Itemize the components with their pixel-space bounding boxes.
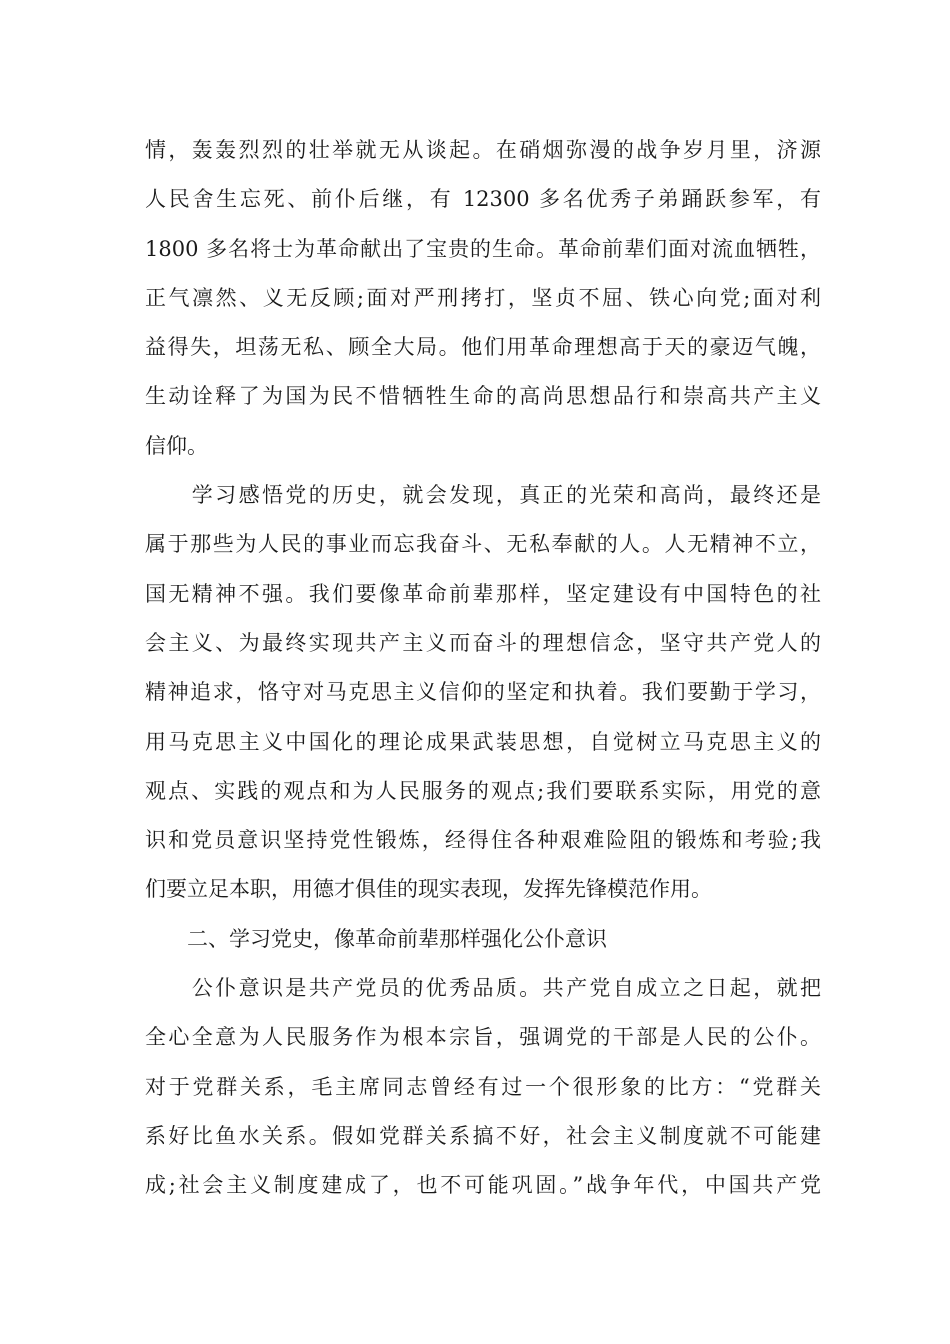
text-line: 信仰。	[145, 433, 208, 458]
text-line: 生动诠释了为国为民不惜牺牲生命的高尚思想品行和崇高共产主义	[145, 384, 821, 409]
text-line: 识和党员意识坚持党性锻炼，经得住各种艰难险阻的锻炼和考验;我	[145, 828, 821, 853]
text-line: 们要立足本职，用德才俱佳的现实表现，发挥先锋模范作用。	[145, 877, 712, 902]
text-line: 系好比鱼水关系。假如党群关系搞不好，社会主义制度就不可能建	[145, 1123, 821, 1148]
text-line: 对于党群关系，毛主席同志曾经有过一个很形象的比方：“党群关	[145, 1074, 821, 1099]
text-line: 观点、实践的观点和为人民服务的观点;我们要联系实际，用党的意	[145, 778, 821, 803]
text-line: 人民舍生忘死、前仆后继，有 12300 多名优秀子弟踊跃参军，有	[145, 187, 821, 212]
paragraph-start-line: 学习感悟党的历史，就会发现，真正的光荣和高尚，最终还是	[145, 483, 821, 508]
text-line: 用马克思主义中国化的理论成果武装思想，自觉树立马克思主义的	[145, 729, 821, 754]
text-line: 正气凛然、义无反顾;面对严刑拷打，坚贞不屈、铁心向党;面对利	[145, 285, 821, 310]
document-body	[145, 126, 821, 1211]
text-line: 会主义、为最终实现共产主义而奋斗的理想信念，坚守共产党人的	[145, 630, 821, 655]
paragraph-start-line: 公仆意识是共产党员的优秀品质。共产党自成立之日起，就把	[145, 976, 821, 1001]
text-line: 国无精神不强。我们要像革命前辈那样，坚定建设有中国特色的社	[145, 581, 821, 606]
text-line: 益得失，坦荡无私、顾全大局。他们用革命理想高于天的豪迈气魄，	[145, 335, 821, 360]
text-line: 精神追求，恪守对马克思主义信仰的坚定和执着。我们要勤于学习，	[145, 680, 821, 705]
text-line: 全心全意为人民服务作为根本宗旨，强调党的干部是人民的公仆。	[145, 1025, 821, 1050]
text-line: 1800 多名将士为革命献出了宝贵的生命。革命前辈们面对流血牺牲，	[145, 236, 821, 261]
section-heading: 二、学习党史，像革命前辈那样强化公仆意识	[145, 926, 607, 951]
text-line: 成;社会主义制度建成了，也不可能巩固。”战争年代，中国共产党	[145, 1173, 821, 1198]
text-line: 情，轰轰烈烈的壮举就无从谈起。在硝烟弥漫的战争岁月里，济源	[145, 138, 821, 162]
text-line: 属于那些为人民的事业而忘我奋斗、无私奉献的人。人无精神不立，	[145, 532, 821, 557]
